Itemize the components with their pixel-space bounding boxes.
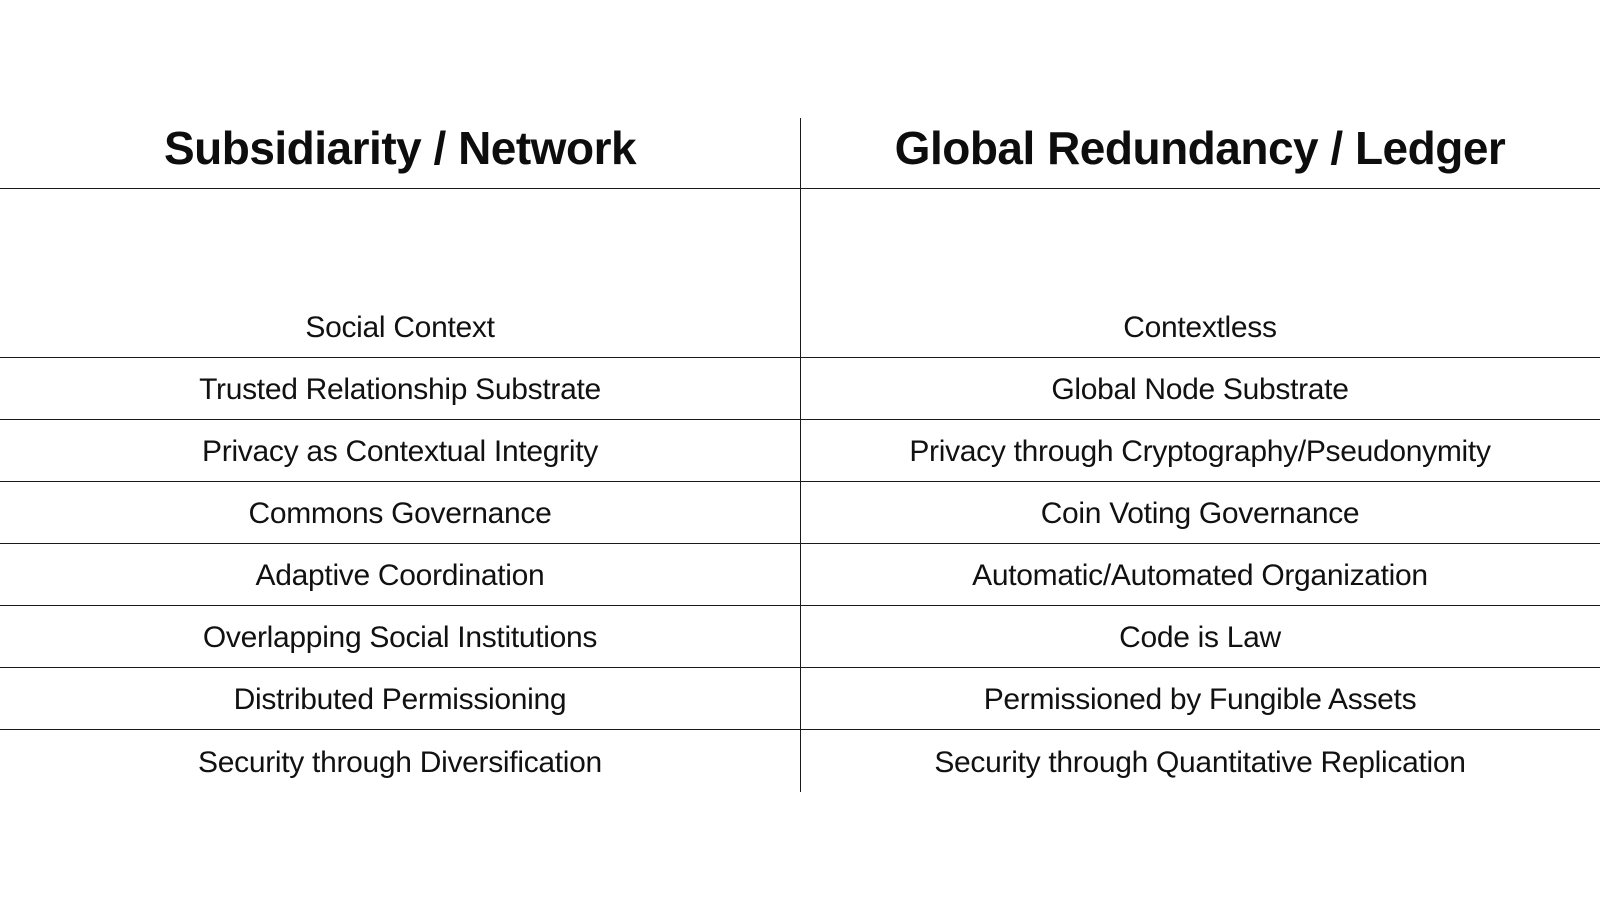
left-cell: Commons Governance (248, 497, 552, 530)
table-row (0, 606, 1600, 668)
right-cell: Global Node Substrate (1051, 373, 1349, 406)
left-cell: Overlapping Social Institutions (202, 621, 598, 654)
table-row (0, 668, 1600, 730)
right-cell: Privacy through Cryptography/Pseudonymity (909, 435, 1491, 468)
table-header (0, 108, 1600, 188)
table-body (0, 189, 1600, 792)
right-cell: Permissioned by Fungible Assets (983, 683, 1417, 716)
right-cell: Security through Quantitative Replication (934, 746, 1466, 779)
right-cell: Automatic/Automated Organization (972, 559, 1428, 592)
header-global-redundancy-ledger: Global Redundancy / Ledger (894, 122, 1506, 174)
left-cell: Adaptive Coordination (255, 559, 545, 592)
right-cell: Contextless (1123, 311, 1277, 344)
left-cell: Trusted Relationship Substrate (199, 373, 601, 406)
table-row (0, 482, 1600, 544)
header-subsidiarity-network: Subsidiarity / Network (163, 122, 637, 174)
table-row (0, 730, 1600, 792)
right-cell: Code is Law (1119, 621, 1281, 654)
left-cell: Security through Diversification (198, 746, 602, 779)
table-row (0, 420, 1600, 482)
table-row (0, 544, 1600, 606)
left-cell: Distributed Permissioning (233, 683, 567, 716)
right-cell: Coin Voting Governance (1040, 497, 1360, 530)
left-cell: Privacy as Contextual Integrity (202, 435, 598, 468)
table-row (0, 358, 1600, 420)
left-cell: Social Context (305, 311, 495, 344)
table-row (0, 189, 1600, 358)
